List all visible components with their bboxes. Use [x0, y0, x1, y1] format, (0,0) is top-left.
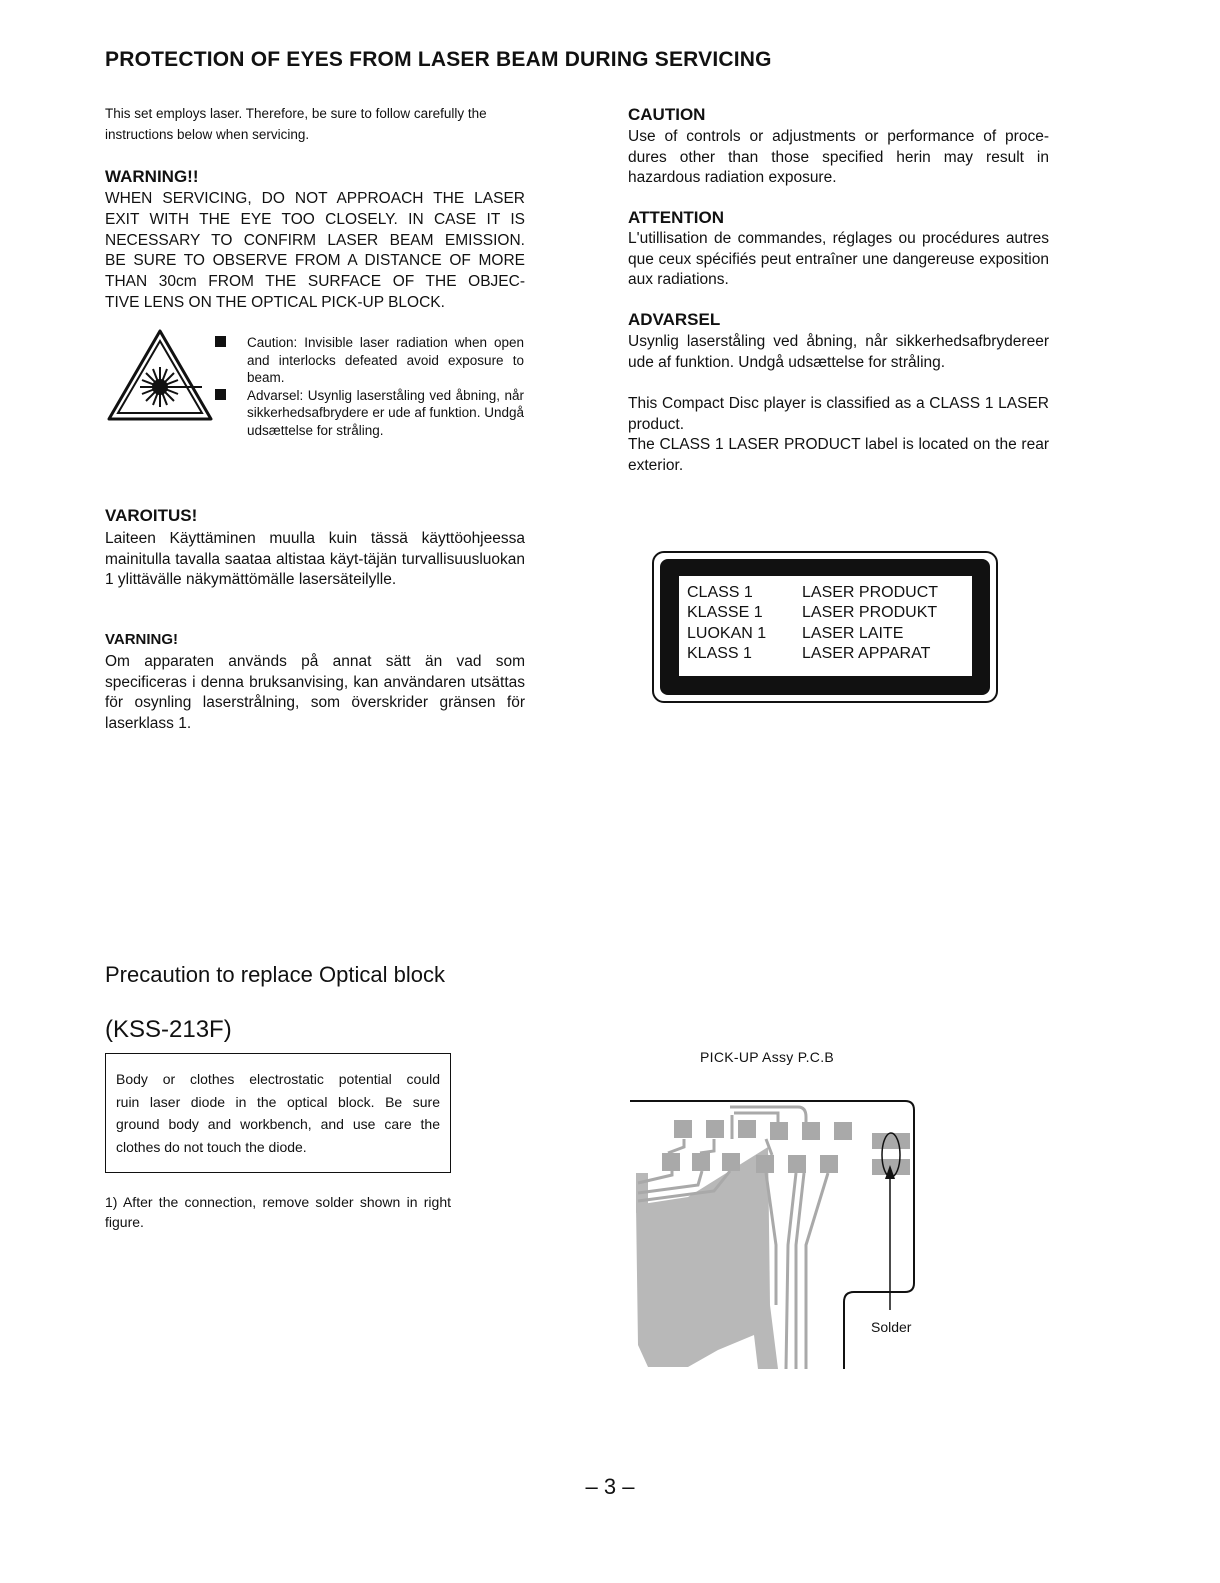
caution-text: Use of controls or adjustments or performance of proce-dures other than those specified herin may result in hazardous radiation exposure. [628, 128, 1049, 186]
bullet-advarsel: Advarsel: Usynlig laserståling ved åbning, når sikkerhedsafbrydere er ude af funktion. Undgå udsættelse for stråling. [215, 387, 524, 440]
advarsel-heading: ADVARSEL [628, 310, 721, 329]
pcb-label: PICK-UP Assy P.C.B [700, 1049, 835, 1065]
step-1: 1) After the connection, remove solder shown in right figure. [105, 1194, 451, 1230]
solder-label: Solder [871, 1319, 912, 1335]
advarsel-text: Usynlig laserståling ved åbning, når sikkerhedsafbrydereer ude af funktion. Undgå udsættelse for stråling. [628, 333, 1049, 371]
attention-heading: ATTENTION [628, 208, 725, 227]
laser-caution-bullets [215, 334, 524, 440]
class-text-2: The CLASS 1 LASER PRODUCT label is located on the rear exterior. [628, 436, 1049, 474]
page-number: – 3 – [585, 1474, 635, 1499]
laser-warning-icon [106, 328, 214, 422]
precaution-title: Precaution to replace Optical block [105, 962, 445, 987]
label-row: KLASSE 1 LASER PRODUKT [687, 604, 938, 622]
label-row: KLASS 1 LASER APPARAT [687, 644, 931, 662]
class-text-1: This Compact Disc player is classified as a CLASS 1 LASER product. [628, 395, 1049, 433]
caution-heading: CAUTION [628, 105, 706, 124]
esd-note-box: Body or clothes electrostatic potential could ruin laser diode in the optical block. Be sure ground body and workbench, and use care the clothes do not touch the diode. [105, 1053, 451, 1173]
attention-text: L'utillisation de commandes, réglages ou procédures autres que ceux spécifiés peut entraîner une dangereuse exposition aux radiations. [628, 230, 1049, 288]
intro-text: This set employs laser. Therefore, be sure to follow carefully the instructions below when servicing. [105, 106, 487, 142]
varning-text: Om apparaten används på annat sätt än vad som specificeras i denna bruksanvising, kan användaren utsättas för osynling laserstrålning, som överskrider gränsen för laserklass 1. [105, 653, 525, 732]
model-number: (KSS-213F) [105, 1016, 232, 1043]
warning-text: WHEN SERVICING, DO NOT APPROACH THE LASER EXIT WITH THE EYE TOO CLOSELY. IN CASE IT IS NECESSARY TO CONFIRM LASER BEAM EMISSION. BE SURE TO OBSERVE FROM A DISTANCE OF MORE THAN 30cm FROM THE SURFACE OF THE OBJEC- TIVE LENS ON THE OPTICAL PICK-UP BLOCK. [105, 190, 525, 311]
laser-class-label-text [687, 583, 938, 664]
label-row: CLASS 1 LASER PRODUCT [687, 584, 939, 601]
varning-heading: VARNING! [105, 631, 179, 648]
varoitus-text: Laiteen Käyttäminen muulla kuin tässä käyttöohjeessa mainitulla tavalla saataa altistaa käyt-täjän turvallisuusluokan 1 ylittävälle näkymättömälle lasersäteilylle. [105, 530, 525, 588]
page-title: PROTECTION OF EYES FROM LASER BEAM DURING SERVICING [105, 48, 772, 71]
warning-heading: WARNING!! [105, 167, 199, 186]
label-row: LUOKAN 1 LASER LAITE [687, 624, 904, 642]
varoitus-heading: VAROITUS! [105, 506, 198, 525]
bullet-caution: Caution: Invisible laser radiation when open and interlocks defeated avoid exposure to beam. [215, 334, 524, 387]
